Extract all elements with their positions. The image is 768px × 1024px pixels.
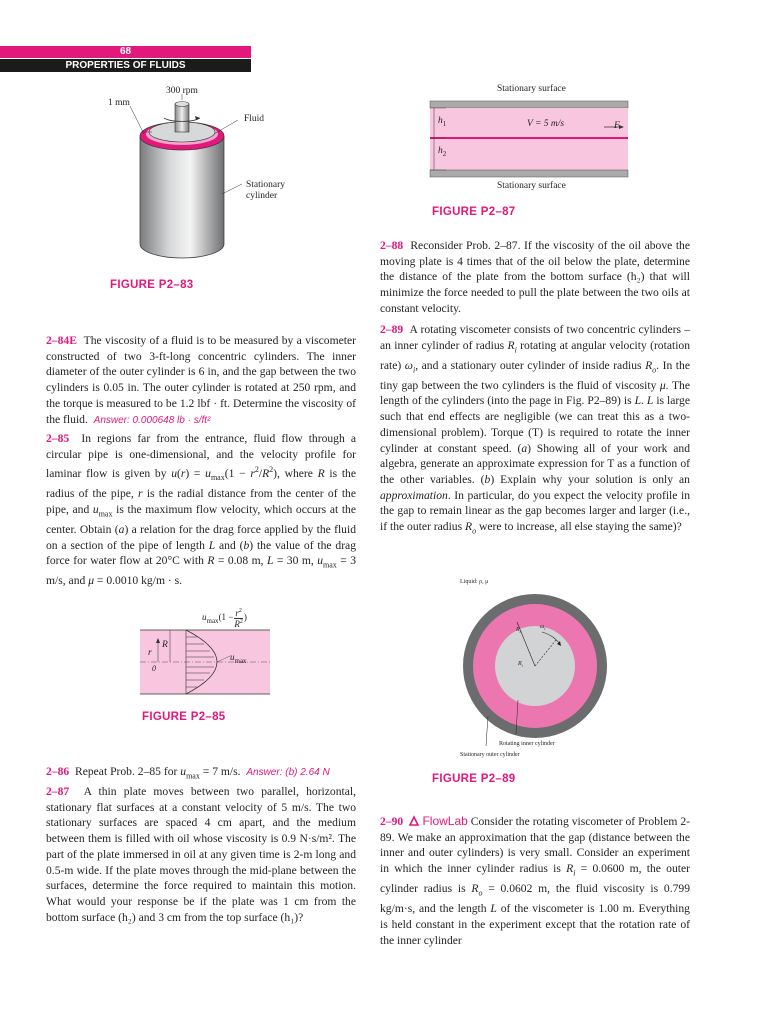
force-label: F bbox=[614, 121, 620, 131]
outer-cylinder-label: Stationary outer cylinder bbox=[460, 752, 520, 758]
velocity-profile-label: $u_{max}(1 - r^2$ $R^2$) bbox=[202, 608, 247, 629]
figure-p2-85-caption: FIGURE P2–85 bbox=[142, 711, 226, 723]
problem-2-87: 2–87 A thin plate moves between two parallel, horizontal, stationary flat surfaces at a constant velocity of 5 m/s. The two stationary surfaces are spaced 4 cm apart, and the medium between them is filled with oil whose viscosity is 0.9 N·s/m². The part of the plate immersed in oil at any given time is 2-m long and 0.5-m wide. If the plate moves through the mid-plane between the surfaces, determine the force required to maintain this motion. What would your response be if the plate was 1 cm from the bottom surface (h₂) and 3 cm from the top surface (h₁)? bbox=[46, 785, 357, 924]
fluid-label: Fluid bbox=[244, 114, 265, 124]
figure-p2-87-caption: FIGURE P2–87 bbox=[432, 206, 516, 218]
velocity-label: V = 5 m/s bbox=[527, 119, 565, 129]
liquid-label: Liquid: ρ, μ bbox=[460, 579, 489, 585]
chapter-title: PROPERTIES OF FLUIDS bbox=[0, 59, 251, 72]
figure-p2-89-caption: FIGURE P2–89 bbox=[432, 773, 516, 785]
origin-label: 0 bbox=[152, 664, 156, 673]
problem-2-85: 2–85 In regions far from the entrance, fluid flow through a circular pipe is one-dimensional, and the velocity profile for laminar flow is given by $u(r) = u_{max}(1 - r^2/R^2)$, where R is the radius of the pipe, r is the radial distance from the center of the pipe, and $u_{max}$ is the maximum flow velocity, which occurs at the center. Obtain (a) a relation for the drag force applied by the fluid on a section of the pipe of length L and (b) the value of the drag force for water flow at 20°C with R = 0.08 m, L = 30 m, $u_{max} = 3$ m/s, and μ = 0.0010 kg/m · s. bbox=[46, 432, 356, 588]
omega-label: $\omega_i$ bbox=[540, 624, 546, 632]
rpm-label: 300 rpm bbox=[166, 86, 198, 96]
gap-label: 1 mm bbox=[108, 98, 130, 108]
r-label: r bbox=[148, 648, 152, 658]
umax-label: $u_{max}$ bbox=[230, 652, 247, 665]
problem-2-84e: 2–84E The viscosity of a fluid is to be measured by a viscometer constructed of two 3-ft-long concentric cylinders. The inner diameter of the outer cylinder is 6 in, and the gap between the two cylinders is 0.05 in. The outer cylinder is rotated at 250 rpm, and the torque is measured to be 1.2 lbf · ft. Determine the viscosity of the fluid. Answer: 0.000648 lb · s/ft² bbox=[46, 334, 356, 426]
stationary-cylinder-label bbox=[246, 180, 285, 202]
figure-p2-87-drawing bbox=[424, 98, 634, 182]
R-label: R bbox=[162, 640, 168, 650]
figure-p2-83-caption: FIGURE P2–83 bbox=[110, 279, 194, 291]
top-surface-label: Stationary surface bbox=[497, 84, 566, 94]
stationary-label-line2: cylinder bbox=[246, 191, 278, 201]
problem-2-86: 2–86 Repeat Prob. 2–85 for $u_{max} = 7$ m/s. Answer: (b) 2.64 N bbox=[46, 765, 330, 781]
problem-2-90: 2–90 FlowLab Consider the rotating viscometer of Problem 2-89. We make an approximation that the gap (distance between the inner and outer cylinders) is very small. Consider an experiment in which the inner cylinder radius is $R_i = 0.0600$ m, the outer cylinder radius is $R_o = 0.0602$ m, the fluid viscosity is 0.799 kg/m·s, and the length L of the viscometer is 1.00 m. Everything is held constant in the experiment except that the rotation rate of the inner cylinder bbox=[380, 814, 690, 947]
inner-cylinder-label: Rotating inner cylinder bbox=[499, 741, 555, 747]
stationary-label-line1: Stationary bbox=[246, 180, 286, 190]
flowlab-logo: FlowLab bbox=[409, 814, 468, 828]
figure-p2-89-drawing bbox=[460, 588, 610, 748]
page-number: 68 bbox=[0, 46, 251, 58]
Ri-label: $R_i$ bbox=[518, 661, 523, 669]
h1-label: $h_1$ bbox=[438, 116, 447, 128]
h2-label: $h_2$ bbox=[438, 146, 447, 158]
bottom-surface-label: Stationary surface bbox=[497, 181, 566, 191]
flowlab-icon bbox=[409, 816, 419, 826]
problem-2-89: 2–89 A rotating viscometer consists of two concentric cylinders – an inner cylinder of radius $R_i$ rotating at angular velocity (rotation rate) $\omega_i$, and a stationary outer cylinder of inside radius $R_o$. In the tiny gap between the two cylinders is the fluid of viscosity μ. The length of the cylinders (into the page in Fig. P2–89) is L. L is large such that end effects are negligible (we can treat this as a two-dimensional problem). Torque (T) is required to rotate the inner cylinder at constant speed. (a) Showing all of your work and algebra, generate an approximate expression for T as a function of the other variables. (b) Explain why your solution is only an approximation. In particular, do you expect the velocity profile in the gap to remain linear as the gap becomes larger and larger (i.e., if the outer radius $R_o$ were to increase, all else staying the same)? bbox=[380, 323, 691, 536]
problem-2-88: 2–88 Reconsider Prob. 2–87. If the viscosity of the oil above the moving plate is 4 times that of the oil below the plate, determine the distance of the plate from the bottom surface (h₂) that will minimize the force needed to pull the plate between the two oils at constant velocity. bbox=[380, 239, 690, 315]
Ro-label: $R_o$ bbox=[516, 627, 522, 635]
